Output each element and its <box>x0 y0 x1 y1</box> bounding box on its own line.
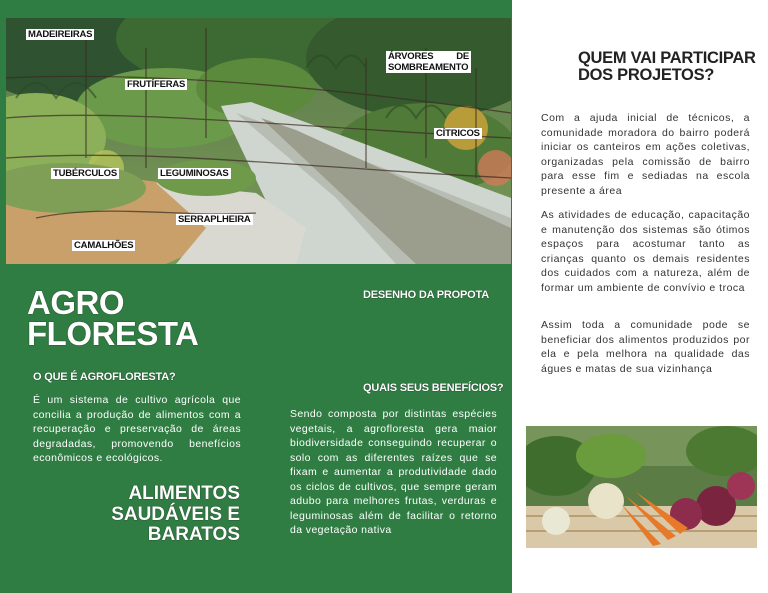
headline-agrofloresta: AGRO FLORESTA <box>27 284 199 352</box>
label-arvores-sombreamento: ÁRVORES DE SOMBREAMENTO <box>388 51 469 73</box>
label-serrapilheira: SERRAPLHEIRA <box>178 214 251 225</box>
label-citricos: CÍTRICOS <box>436 128 480 139</box>
text-beneficios: Sendo composta por distintas espécies vegetais, a agrofloresta gera maior biodiversidade conseguindo recuperar o solo com as diferentes raízes que se fixam e aumentar a produtividade dado os ciclos de cultivos, que sempre geram adubo para melhores frutas, verduras e leguminosas além de facilitar o retorno da vegetação nativa <box>290 408 497 536</box>
vegetables-drawing <box>526 426 757 548</box>
section-title-quem-vai-participar: QUEM VAI PARTICIPAR DOS PROJETOS? <box>578 49 756 84</box>
label-madeireiras: MADEIREIRAS <box>28 29 93 40</box>
paragraph-3: Assim toda a comunidade pode se beneficiar dos alimentos produzidos por ela e pela melhora na qualidade das águes e matas de sua vizinhança <box>541 319 750 375</box>
vegetables-photo <box>526 426 757 548</box>
section-title-beneficios: QUAIS SEUS BENEFÍCIOS? <box>363 382 504 394</box>
section-title-o-que-e: O QUE É AGROFLORESTA? <box>33 371 176 383</box>
label-frutiferas: FRUTÍFERAS <box>127 79 186 90</box>
paragraph-2: As atividades de educação, capacitação e manutenção dos sistemas são ótimos espaços para acostumar tanto as crianças quanto os demais residentes dos cuidados com a natureza, além de formar um ambiente de convívio e troca <box>541 209 750 294</box>
paragraph-1: Com a ajuda inicial de técnicos, a comunidade moradora do bairro poderá iniciar os canteiros em ações coletivas, organizadas pela comissão de bairro para esse fim e sediadas na escola presente a área <box>541 112 750 197</box>
label-tuberculos: TUBÉRCULOS <box>53 168 117 179</box>
section-title-desenho: DESENHO DA PROPOTA <box>363 289 489 301</box>
tagline-alimentos: ALIMENTOS SAUDÁVEIS E BARATOS <box>111 483 240 545</box>
label-leguminosas: LEGUMINOSAS <box>160 168 229 179</box>
label-camalhoes: CAMALHÕES <box>74 240 134 251</box>
agroforestry-illustration <box>6 18 511 264</box>
text-o-que-e: É um sistema de cultivo agrícola que concilia a produção de alimentos com a recuperação e preservação de áreas degradadas, promovendo benefícios econômicos e ecológicos. <box>33 394 241 464</box>
